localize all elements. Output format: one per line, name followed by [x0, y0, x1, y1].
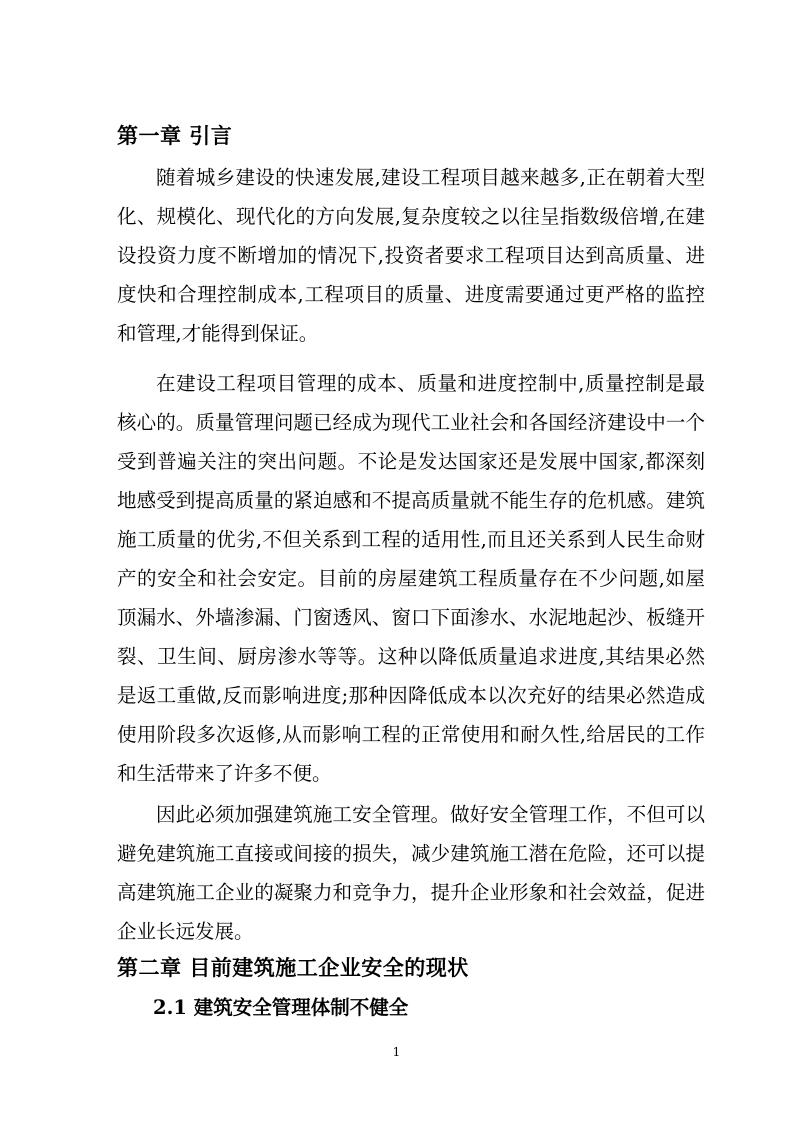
chapter-1-heading: 第一章 引言 [117, 123, 233, 148]
chapter-1-paragraph-3: 因此必须加强建筑施工安全管理。做好安全管理工作，不但可以避免建筑施工直接或间接的损失，减少建筑施工潜在危险，还可以提高建筑施工企业的凝聚力和竞争力，提升企业形象和社会效益，促进企业长远发展。 [117, 803, 705, 943]
chapter-1-paragraph-1: 随着城乡建设的快速发展,建设工程项目越来越多,正在朝着大型化、规模化、现代化的方向发展,复杂度较之以往呈指数级倍增,在建设投资力度不断增加的情况下,投资者要求工程项目达到高质量、进度快和合理控制成本,工程项目的质量、进度需要通过更严格的监控和管理,才能得到保证。 [117, 166, 705, 345]
chapter-2-heading: 第二章 目前建筑施工企业安全的现状 [117, 955, 469, 980]
page-number: 1 [392, 1045, 401, 1059]
section-2-1-heading: 2.1 建筑安全管理体制不健全 [153, 996, 409, 1019]
chapter-1-paragraph-2: 在建设工程项目管理的成本、质量和进度控制中,质量控制是最核心的。质量管理问题已经成为现代工业社会和各国经济建设中一个受到普遍关注的突出问题。不论是发达国家还是发展中国家,都深刻地感受到提高质量的紧迫感和不提高质量就不能生存的危机感。建筑施工质量的优劣,不但关系到工程的适用性,而且还关系到人民生命财产的安全和社会安定。目前的房屋建筑工程质量存在不少问题,如屋顶漏水、外墙渗漏、门窗透风、窗口下面渗水、水泥地起沙、板缝开裂、卫生间、厨房渗水等等。这种以降低质量追求进度,其结果必然是返工重做,反而影响进度;那种因降低成本以次充好的结果必然造成使用阶段多次返修,从而影响工程的正常使用和耐久性,给居民的工作和生活带来了许多不便。 [117, 372, 705, 785]
